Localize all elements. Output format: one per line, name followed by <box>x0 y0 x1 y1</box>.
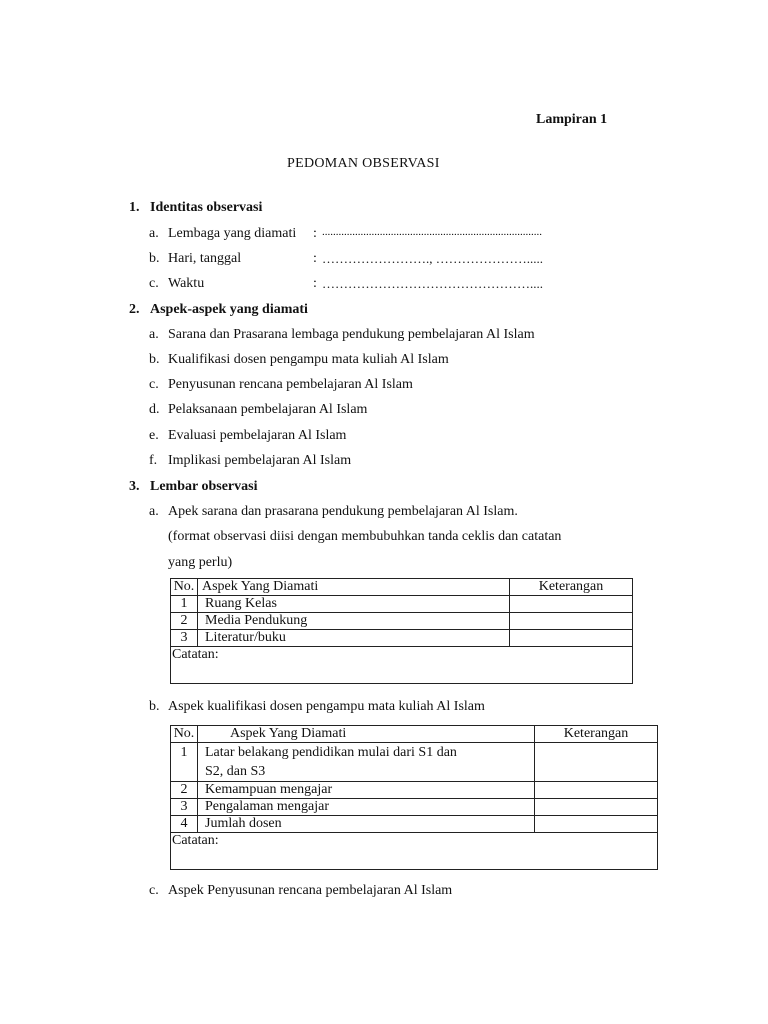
item-letter: a. <box>149 226 159 241</box>
field-colon: : <box>313 251 317 266</box>
subsection-note: yang perlu) <box>168 555 233 570</box>
list-item: Implikasi pembelajaran Al Islam <box>168 453 352 468</box>
row-number: 1 <box>171 743 198 782</box>
table-row <box>171 799 658 816</box>
section-number: 2. <box>129 302 140 317</box>
row-keterangan-cell[interactable] <box>535 799 658 816</box>
field-label: Hari, tanggal <box>168 251 242 266</box>
row-number: 2 <box>171 782 198 799</box>
row-number: 1 <box>171 596 198 613</box>
subsection-title: Apek sarana dan prasarana pendukung pembelajaran Al Islam. <box>168 504 518 519</box>
list-item: Kualifikasi dosen pengampu mata kuliah Al Islam <box>168 352 449 367</box>
field-label: Waktu <box>168 276 205 291</box>
item-letter: e. <box>149 428 159 443</box>
column-header-no: No. <box>171 579 198 596</box>
table-row <box>171 782 658 799</box>
notes-row <box>171 833 658 870</box>
observation-table-sarana <box>170 578 633 684</box>
row-number: 4 <box>171 816 198 833</box>
row-aspect: Literatur/buku <box>198 630 510 647</box>
column-header-no: No. <box>171 726 198 743</box>
item-letter: a. <box>149 327 159 342</box>
item-letter: b. <box>149 251 160 266</box>
row-aspect-line: S2, dan S3 <box>205 764 266 779</box>
notes-row <box>171 647 633 684</box>
fill-line: ................................................................................ <box>322 227 542 238</box>
item-letter: b. <box>149 699 160 714</box>
item-letter: c. <box>149 377 159 392</box>
row-keterangan-cell[interactable] <box>510 630 633 647</box>
field-colon: : <box>313 276 317 291</box>
page-title: PEDOMAN OBSERVASI <box>287 156 440 171</box>
section-number: 3. <box>129 479 140 494</box>
section-heading: Aspek-aspek yang diamati <box>150 302 308 317</box>
field-colon: : <box>313 226 317 241</box>
column-header-aspek: Aspek Yang Diamati <box>198 579 510 596</box>
row-number: 2 <box>171 613 198 630</box>
column-header-keterangan: Keterangan <box>510 579 633 596</box>
fill-line: ……………………., …………………..... <box>322 252 543 265</box>
field-label: Lembaga yang diamati <box>168 226 297 241</box>
section-number: 1. <box>129 200 140 215</box>
list-item: Sarana dan Prasarana lembaga pendukung pembelajaran Al Islam <box>168 327 535 342</box>
row-aspect: Kemampuan mengajar <box>198 782 535 799</box>
table-header-row <box>171 579 633 596</box>
subsection-title: Aspek Penyusunan rencana pembelajaran Al Islam <box>168 883 453 898</box>
row-number: 3 <box>171 630 198 647</box>
row-keterangan-cell[interactable] <box>535 816 658 833</box>
appendix-label: Lampiran 1 <box>536 112 608 127</box>
subsection-title: Aspek kualifikasi dosen pengampu mata kuliah Al Islam <box>168 699 485 714</box>
table-row <box>171 816 658 833</box>
notes-cell[interactable]: Catatan: <box>171 647 633 684</box>
section-heading: Identitas observasi <box>150 200 263 215</box>
item-letter: c. <box>149 276 159 291</box>
list-item: Evaluasi pembelajaran Al Islam <box>168 428 347 443</box>
notes-cell[interactable]: Catatan: <box>171 833 658 870</box>
table-row <box>171 613 633 630</box>
row-keterangan-cell[interactable] <box>535 782 658 799</box>
row-aspect: Jumlah dosen <box>198 816 535 833</box>
table-row <box>171 596 633 613</box>
row-aspect: Pengalaman mengajar <box>198 799 535 816</box>
table-row <box>171 743 658 782</box>
row-keterangan-cell[interactable] <box>535 743 658 782</box>
section-heading: Lembar observasi <box>150 479 258 494</box>
row-aspect: Media Pendukung <box>198 613 510 630</box>
fill-line: ………………………………………….... <box>322 277 543 290</box>
row-aspect-line: Latar belakang pendidikan mulai dari S1 dan <box>205 745 457 760</box>
column-header-aspek: Aspek Yang Diamati <box>198 726 535 743</box>
item-letter: a. <box>149 504 159 519</box>
table-header-row <box>171 726 658 743</box>
list-item: Pelaksanaan pembelajaran Al Islam <box>168 402 368 417</box>
row-keterangan-cell[interactable] <box>510 613 633 630</box>
item-letter: d. <box>149 402 160 417</box>
row-aspect: Ruang Kelas <box>198 596 510 613</box>
item-letter: b. <box>149 352 160 367</box>
table-row <box>171 630 633 647</box>
row-number: 3 <box>171 799 198 816</box>
row-aspect <box>198 743 535 782</box>
column-header-keterangan: Keterangan <box>535 726 658 743</box>
list-item: Penyusunan rencana pembelajaran Al Islam <box>168 377 413 392</box>
subsection-note: (format observasi diisi dengan membubuhkan tanda ceklis dan catatan <box>168 529 562 544</box>
item-letter: c. <box>149 883 159 898</box>
item-letter: f. <box>149 453 158 468</box>
observation-table-dosen <box>170 725 658 870</box>
row-keterangan-cell[interactable] <box>510 596 633 613</box>
